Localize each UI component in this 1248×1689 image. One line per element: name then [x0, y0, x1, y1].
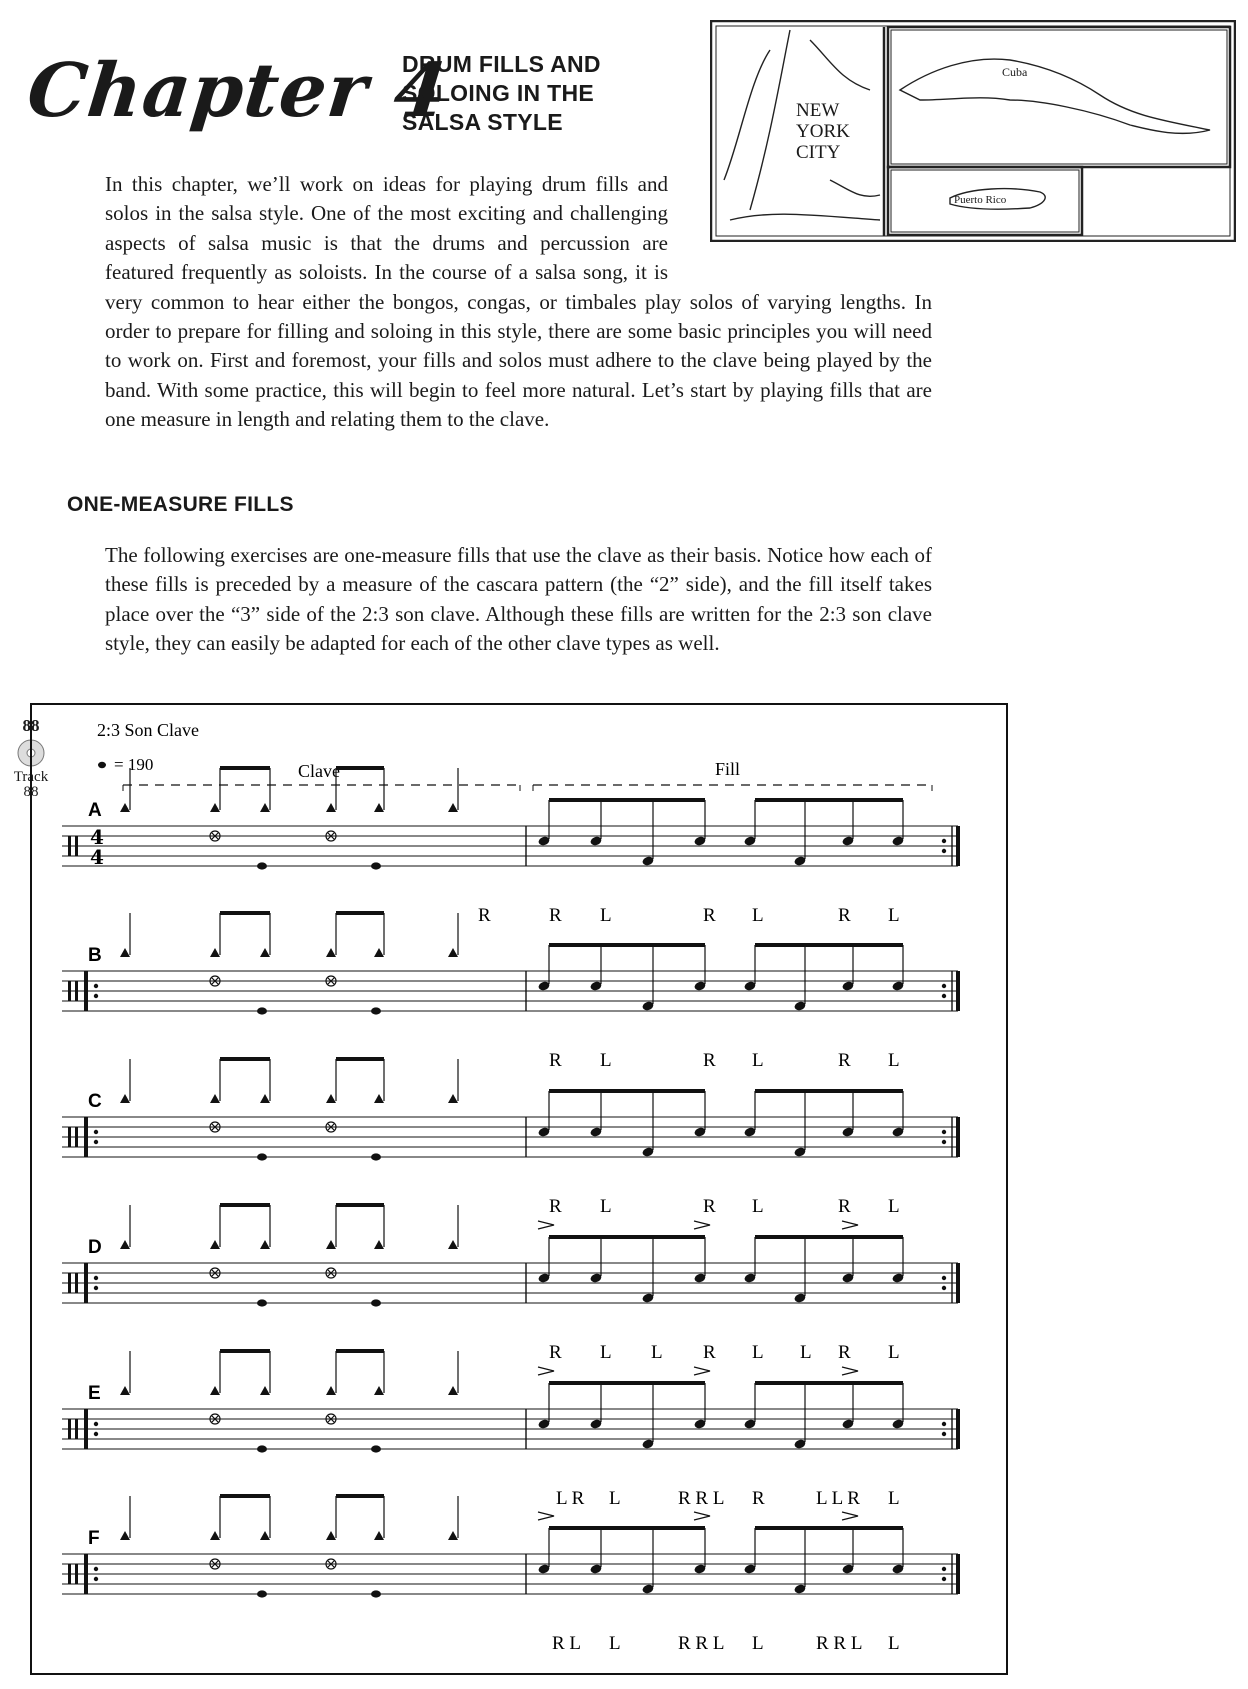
- bass-note: [371, 1590, 381, 1597]
- accent-mark: [538, 1367, 554, 1375]
- percussion-clef: [75, 981, 78, 1001]
- sticking-label: R: [838, 1050, 851, 1071]
- cascara-note: [260, 1094, 270, 1103]
- cascara-note: [210, 803, 220, 812]
- cascara-note: [326, 1094, 336, 1103]
- sticking-label: L L R: [816, 1488, 860, 1509]
- tempo-marking: [98, 755, 153, 774]
- cascara-note: [448, 803, 458, 812]
- percussion-clef: [68, 1273, 71, 1293]
- cascara-note: [120, 1240, 130, 1249]
- sticking-label: R: [838, 1196, 851, 1217]
- accent-mark: [694, 1512, 710, 1520]
- accent-mark: [538, 1221, 554, 1229]
- bass-note: [257, 1445, 267, 1452]
- repeat-dot: [94, 1567, 98, 1571]
- cascara-note: [374, 1531, 384, 1540]
- accent-mark: [694, 1367, 710, 1375]
- sticking-label: L: [752, 1196, 764, 1217]
- sticking-label: R: [703, 1050, 716, 1071]
- sticking-label: L: [888, 1196, 900, 1217]
- repeat-dot: [94, 1422, 98, 1426]
- sticking-label: L: [888, 905, 900, 926]
- exercise-label: E: [88, 1383, 101, 1404]
- accent-mark: [842, 1367, 858, 1375]
- sticking-label: R: [703, 1342, 716, 1363]
- sticking-label: R: [478, 905, 491, 926]
- bass-note: [371, 1153, 381, 1160]
- repeat-dot: [94, 1286, 98, 1290]
- exercise-label: B: [88, 945, 102, 966]
- repeat-dot: [942, 849, 946, 853]
- bass-note: [257, 1299, 267, 1306]
- sticking-label: L: [888, 1488, 900, 1509]
- percussion-clef: [68, 1127, 71, 1147]
- percussion-clef: [68, 981, 71, 1001]
- bracket-fill-label: Fill: [715, 759, 741, 779]
- cascara-note: [260, 1240, 270, 1249]
- cascara-note: [120, 948, 130, 957]
- cascara-note: [374, 1386, 384, 1395]
- map-label-puerto-rico: Puerto Rico: [954, 194, 1007, 206]
- percussion-clef: [68, 1419, 71, 1439]
- accent-mark: [842, 1221, 858, 1229]
- repeat-dot: [94, 984, 98, 988]
- sticking-label: L R: [556, 1488, 585, 1509]
- cascara-note: [374, 803, 384, 812]
- cascara-note: [448, 1386, 458, 1395]
- intro-paragraph: [105, 170, 932, 435]
- cascara-note: [448, 1531, 458, 1540]
- exercise-label: D: [88, 1237, 102, 1258]
- repeat-dot: [94, 994, 98, 998]
- cascara-note: [210, 1531, 220, 1540]
- repeat-dot: [94, 1130, 98, 1134]
- bass-note: [257, 1590, 267, 1597]
- sticking-label: R: [838, 905, 851, 926]
- cascara-note: [448, 948, 458, 957]
- sticking-label: L: [888, 1050, 900, 1071]
- percussion-clef: [68, 1564, 71, 1584]
- sticking-label: R L: [552, 1633, 582, 1654]
- accent-mark: [538, 1512, 554, 1520]
- repeat-dot: [94, 1276, 98, 1280]
- cascara-note: [120, 1094, 130, 1103]
- percussion-clef: [75, 1273, 78, 1293]
- quarter-note-icon: [98, 762, 106, 768]
- sticking-label: R: [752, 1488, 765, 1509]
- sticking-label: R: [703, 1196, 716, 1217]
- repeat-dot: [942, 1577, 946, 1581]
- track-number: 88: [22, 716, 40, 735]
- cascara-note: [260, 1386, 270, 1395]
- music-notation: [30, 703, 1008, 1675]
- subtitle-line: DRUM FILLS AND: [402, 51, 601, 77]
- cascara-note: [326, 1386, 336, 1395]
- repeat-dot: [942, 1276, 946, 1280]
- sticking-label: L: [600, 1050, 612, 1071]
- cascara-note: [260, 948, 270, 957]
- chapter-subtitle: [402, 50, 601, 137]
- cascara-note: [120, 1386, 130, 1395]
- cascara-note: [448, 1094, 458, 1103]
- bass-note: [371, 1007, 381, 1014]
- repeat-dot: [942, 1567, 946, 1571]
- intro-text: In this chapter, we’ll work on ideas for playing drum fills and solos in the salsa style. One of the most exciting and challenging aspects of salsa music is that the drums and percussion are featured frequently as soloists. In the course of a salsa song, it is very common to hear either the bongos, congas, or timbales play solos of varying lengths. In order to prepare for filling and soloing in this style, there are some basic principles you will need to work on. First and foremost, your fills and solos must adhere to the clave being played by the band. With some practice, this will begin to feel more natural. Let’s start by playing fills that are one measure in length and relating them to the clave.: [105, 172, 932, 432]
- cascara-note: [120, 803, 130, 812]
- tempo-value: = 190: [114, 755, 154, 774]
- cascara-note: [210, 948, 220, 957]
- cascara-note: [210, 1094, 220, 1103]
- sticking-label: L: [888, 1342, 900, 1363]
- repeat-dot: [942, 1130, 946, 1134]
- map-label-york: YORK: [796, 121, 850, 142]
- time-signature-top: 4: [90, 825, 104, 849]
- sticking-label: L: [752, 905, 764, 926]
- sticking-label: R R L: [816, 1633, 863, 1654]
- sticking-label: R: [703, 905, 716, 926]
- section-paragraph: The following exercises are one-measure fills that use the clave as their basis. Notice how each of these fills is preceded by a measure of the cascara pattern (the “2” side), and the fill itself takes place over the “3” side of the 2:3 son clave. Although these fills are written for the 2:3 son clave style, they can easily be adapted for each of the other clave types as well.: [105, 543, 932, 656]
- exercise-label: F: [88, 1528, 100, 1549]
- repeat-dot: [942, 1286, 946, 1290]
- exercise-label: C: [88, 1091, 102, 1112]
- sticking-label: L: [752, 1633, 764, 1654]
- repeat-dot: [942, 1422, 946, 1426]
- bass-note: [257, 1153, 267, 1160]
- sticking-label: L: [651, 1342, 663, 1363]
- track-sub: 88: [23, 784, 39, 800]
- cascara-note: [374, 948, 384, 957]
- cascara-note: [326, 1240, 336, 1249]
- cascara-note: [326, 948, 336, 957]
- bass-note: [371, 1299, 381, 1306]
- bass-note: [257, 862, 267, 869]
- clave-style-label: 2:3 Son Clave: [97, 720, 199, 740]
- cascara-note: [210, 1240, 220, 1249]
- percussion-clef: [75, 1419, 78, 1439]
- sticking-label: R: [549, 1196, 562, 1217]
- repeat-dot: [942, 839, 946, 843]
- map-label-city: CITY: [796, 142, 841, 163]
- sticking-label: R: [838, 1342, 851, 1363]
- sticking-label: L: [752, 1050, 764, 1071]
- repeat-dot: [94, 1432, 98, 1436]
- cascara-note: [260, 1531, 270, 1540]
- track-label: Track: [13, 769, 49, 785]
- sticking-label: L: [600, 1342, 612, 1363]
- sticking-label: R: [549, 1050, 562, 1071]
- sticking-label: R: [549, 905, 562, 926]
- sticking-label: R R L: [678, 1488, 725, 1509]
- repeat-dot: [942, 994, 946, 998]
- chapter-title: Chapter 4: [23, 48, 452, 134]
- repeat-dot: [942, 984, 946, 988]
- cascara-note: [120, 1531, 130, 1540]
- repeat-dot: [94, 1577, 98, 1581]
- clave-bracket: [123, 761, 520, 791]
- fill-bracket: [533, 759, 932, 791]
- map-label-cuba: Cuba: [1002, 65, 1028, 79]
- percussion-clef: [75, 1564, 78, 1584]
- cascara-note: [326, 1531, 336, 1540]
- cascara-note: [374, 1240, 384, 1249]
- bass-note: [257, 1007, 267, 1014]
- bass-note: [371, 1445, 381, 1452]
- sticking-label: L: [609, 1633, 621, 1654]
- svg-text:NEW YORK CITY: [796, 100, 855, 163]
- sticking-label: L: [600, 905, 612, 926]
- sticking-label: L: [600, 1196, 612, 1217]
- repeat-dot: [942, 1432, 946, 1436]
- subtitle-line: SALSA STYLE: [402, 109, 563, 135]
- subtitle-line: SOLOING IN THE: [402, 80, 595, 106]
- sticking-label: L: [752, 1342, 764, 1363]
- map-label-new: NEW: [796, 100, 839, 121]
- bracket-clave-label: Clave: [298, 761, 340, 781]
- sticking-label: L: [800, 1342, 812, 1363]
- sticking-label: L: [888, 1633, 900, 1654]
- bass-note: [371, 862, 381, 869]
- sticking-label: L: [609, 1488, 621, 1509]
- time-signature-bottom: 4: [90, 845, 104, 869]
- exercise-label: A: [88, 800, 102, 821]
- cascara-note: [448, 1240, 458, 1249]
- accent-mark: [842, 1512, 858, 1520]
- cascara-note: [210, 1386, 220, 1395]
- cascara-note: [374, 1094, 384, 1103]
- cascara-note: [326, 803, 336, 812]
- accent-mark: [694, 1221, 710, 1229]
- repeat-dot: [94, 1140, 98, 1144]
- repeat-dot: [942, 1140, 946, 1144]
- percussion-clef: [75, 836, 78, 856]
- section-heading: ONE-MEASURE FILLS: [67, 493, 294, 516]
- sticking-label: R R L: [678, 1633, 725, 1654]
- cascara-note: [260, 803, 270, 812]
- sticking-label: R: [549, 1342, 562, 1363]
- percussion-clef: [75, 1127, 78, 1147]
- percussion-clef: [68, 836, 71, 856]
